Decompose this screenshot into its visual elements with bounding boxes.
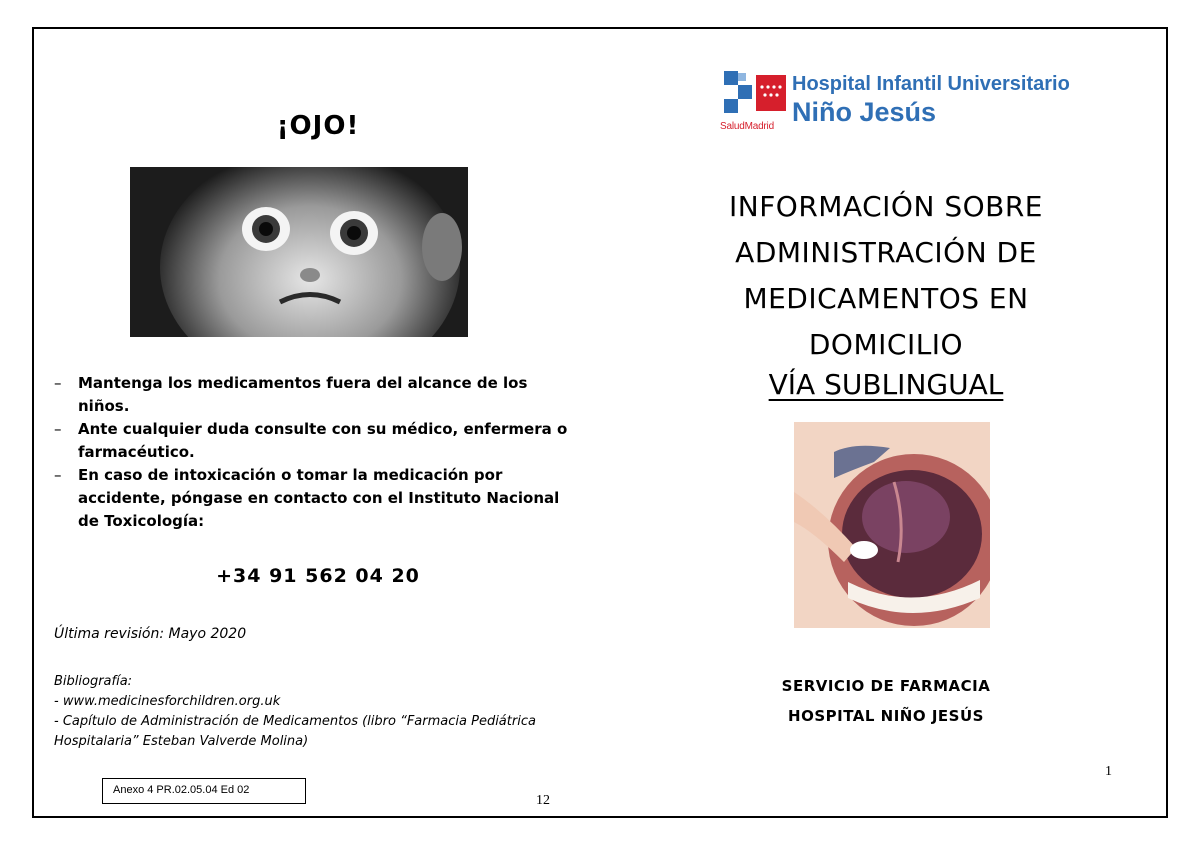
sublingual-tablet-photo (794, 422, 990, 628)
warning-title: ¡OJO! (276, 111, 360, 141)
bibliography (54, 672, 584, 752)
list-item: – Mantenga los medicamentos fuera del alcance de los niños. (52, 372, 572, 418)
revision-date: Última revisión: Mayo 2020 (54, 626, 247, 642)
right-panel (602, 29, 1170, 816)
title-line: INFORMACIÓN SOBRE (729, 190, 1043, 223)
list-item: – En caso de intoxicación o tomar la medicación por accidente, póngase en contacto con el Instituto Nacional de Toxicología: (52, 464, 572, 533)
service-line: HOSPITAL NIÑO JESÚS (788, 707, 984, 725)
toxicology-phone: +34 91 562 04 20 (216, 565, 420, 587)
hospital-logo (720, 71, 1070, 135)
worried-baby-photo (130, 167, 468, 337)
service-line: SERVICIO DE FARMACIA (781, 677, 991, 695)
brochure-sheet (32, 27, 1168, 818)
title-line: ADMINISTRACIÓN DE (735, 236, 1037, 269)
logo-title-line2: Niño Jesús (792, 97, 937, 127)
title-line: MEDICAMENTOS EN (743, 282, 1029, 315)
annex-reference: Anexo 4 PR.02.05.04 Ed 02 (102, 778, 306, 804)
logo-subtitle: SaludMadrid (720, 121, 774, 132)
title-line: DOMICILIO (808, 328, 964, 361)
page-number-right: 1 (1105, 764, 1112, 779)
page-number-left: 12 (536, 793, 550, 808)
bibliography-heading: Bibliografía: (54, 674, 133, 689)
main-title (602, 184, 1170, 368)
bibliography-item: - Capítulo de Administración de Medicamentos (libro “Farmacia Pediátrica Hospitalaria” Esteban Valverde Molina) (54, 714, 536, 749)
bibliography-item: - www.medicinesforchildren.org.uk (54, 694, 281, 709)
route-label: VÍA SUBLINGUAL (768, 368, 1004, 401)
safety-bullet-list (52, 372, 572, 533)
left-panel (34, 29, 602, 816)
pharmacy-service (602, 671, 1170, 731)
logo-title-line1: Hospital Infantil Universitario (792, 73, 1070, 95)
list-item: – Ante cualquier duda consulte con su médico, enfermera o farmacéutico. (52, 418, 572, 464)
administration-route (602, 365, 1170, 405)
